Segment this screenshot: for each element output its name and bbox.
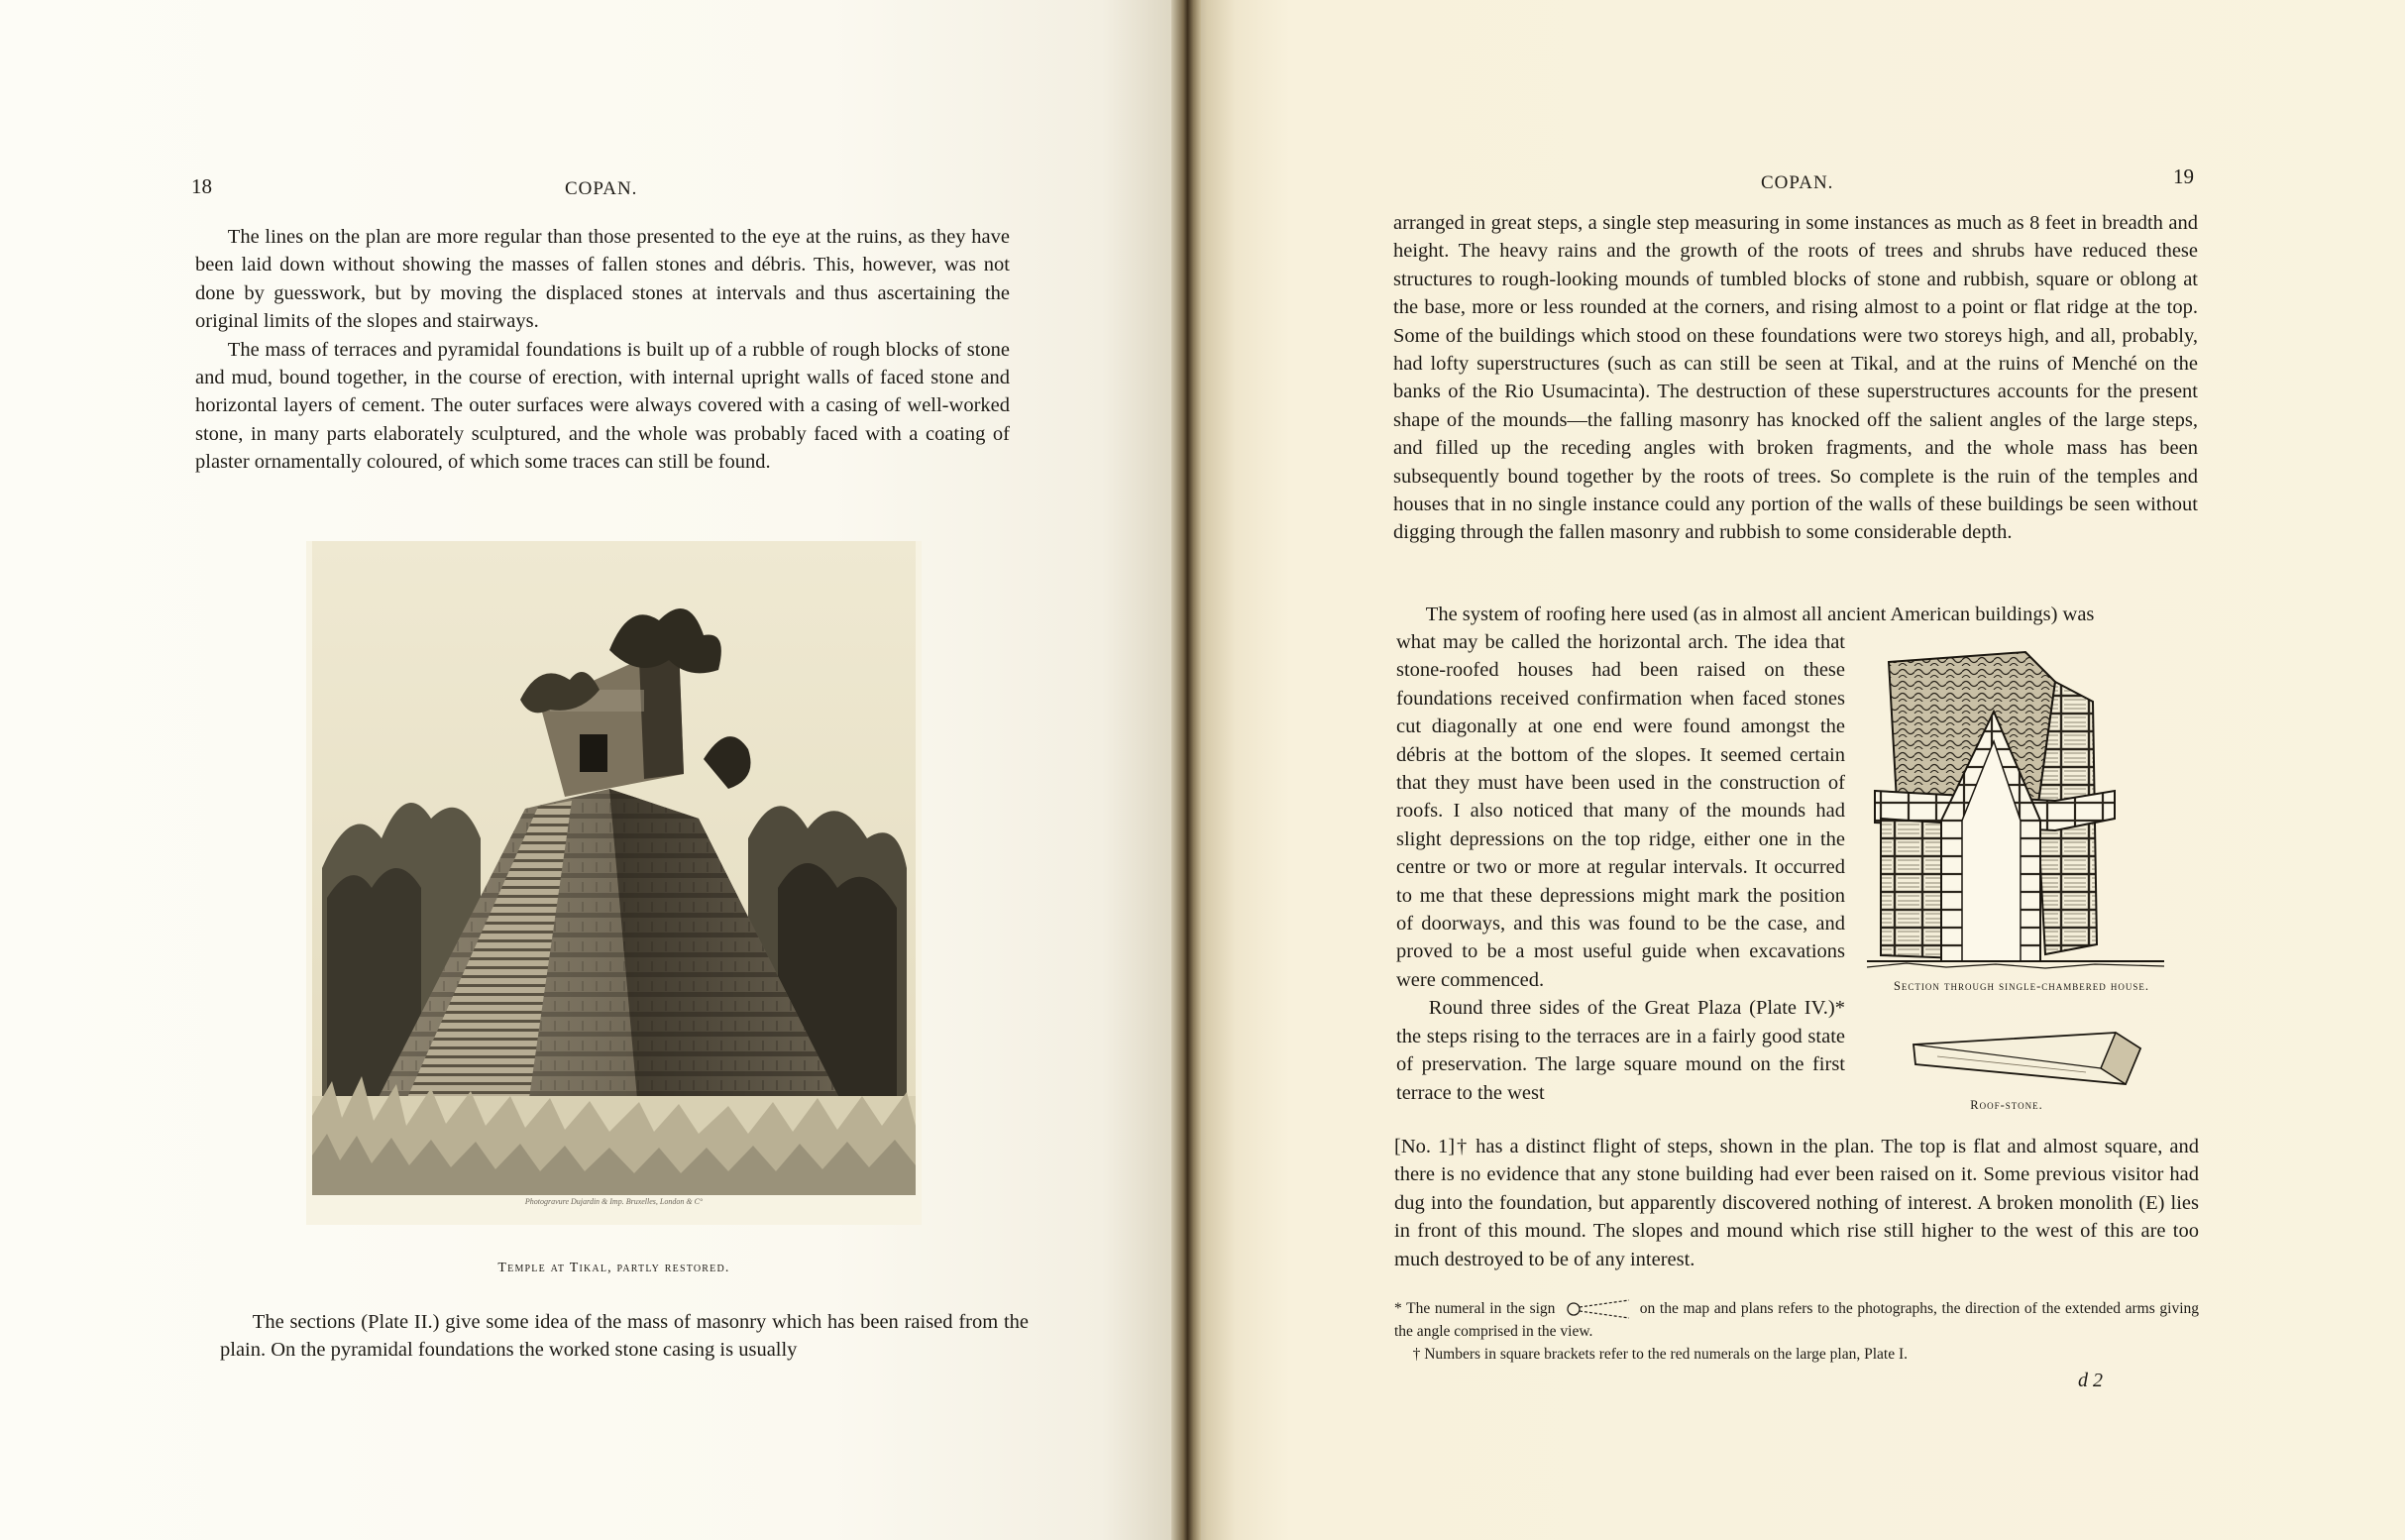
roof-stone-caption: Roof-stone. xyxy=(1970,1098,2043,1112)
house-caption: Section through single-chambered house. xyxy=(1893,979,2150,993)
footnote-2: † Numbers in square brackets refer to the red numerals on the large plan, Plate I. xyxy=(1412,1346,1909,1364)
left-page-number: 18 xyxy=(191,174,212,198)
left-paragraph-1: The lines on the plan are more regular than those presented to the eye at the ruins, as they have been laid down without showing the masses of fallen stones and débris. This, however, was not done by guesswork, but by moving the displaced stones at intervals and thus ascertaining the original limits of the slopes and stairways. xyxy=(195,226,1010,333)
roofing-intro-line: The system of roofing here used (as in almost all ancient American buildings) was xyxy=(1425,604,2095,625)
left-paragraph-3: The sections (Plate II.) give some idea of the mass of masonry which has been raised from the plain. On the pyramidal foundations the worked stone casing is usually xyxy=(220,1311,1029,1362)
footnote-1 xyxy=(1394,1297,2199,1343)
right-paragraph-1: arranged in great steps, a single step measuring in some instances as much as 8 feet in breadth and height. The heavy rains and the growth of the roots of trees and shrubs have reduced these structures to rough-looking mounds of tumbled blocks of stone and rubbish, square or oblong at the base, more or less rounded at the corners, and rising almost to a point or flat ridge at the top. Some of the buildings which stood on these foundations were two storeys high, and all, probably, had lofty superstructures (such as can still be seen at Tikal, and at the ruins of Menché on the banks of the Rio Usumacinta). The destruction of these superstructures accounts for the present shape of the mounds—the falling masonry has knocked off the salient angles of the large steps, and filled up the receding angles with broken fragments, and the whole mass has been subsequently bound together by the roots of trees. So complete is the ruin of the temples and houses that in no single instance could any portion of the walls of these buildings be seen without digging through the fallen masonry and rubbish to some considerable depth. xyxy=(1393,212,2198,544)
temple-pyramid-illustration xyxy=(312,541,916,1195)
plate-temple-at-tikal xyxy=(306,541,922,1225)
right-page-number: 19 xyxy=(2173,165,2194,188)
right-running-head: COPAN. xyxy=(1761,172,1834,193)
footnote-1-start: * The numeral in the sign xyxy=(1394,1300,1556,1317)
roof-stone-illustration xyxy=(1908,1019,2145,1093)
left-paragraph-2: The mass of terraces and pyramidal foundations is built up of a rubble of rough blocks of stone and mud, bound together, in the course of erection, with internal upright walls of faced stone and horizontal layers of cement. The outer surfaces were always covered with a casing of well-worked stone, in many parts elaborately sculptured, and the whole was probably faced with a coating of plaster ornamentally coloured, of which some traces can still be found. xyxy=(195,338,1010,474)
plaza-continuation: [No. 1]† has a distinct flight of steps, shown in the plan. The top is flat and almost square, and there is no evidence that any stone building had ever been raised on it. Some previous visitor had dug into the foundation, but apparently discovered nothing of interest. A broken monolith (E) lies in front of this mound. The slopes and mound which rise still higher to the west of this are too much destroyed to be of any interest. xyxy=(1394,1136,2199,1270)
photo-direction-sign-icon xyxy=(1564,1298,1631,1320)
footnote-1-end: on the map and plans refers to the photographs, the direction of the extended arms giving the angle comprised in the view. xyxy=(1394,1300,2200,1341)
plate-credit: Photogravure Dujardin & Imp. Bruxelles, London & C° xyxy=(524,1197,704,1206)
wrapped-text xyxy=(1396,628,1845,1107)
house-section-illustration xyxy=(1867,642,2164,969)
plaza-paragraph: Round three sides of the Great Plaza (Plate IV.)* the steps rising to the terraces are in a fairly good state of preservation. The large square mound on the first terrace to the west xyxy=(1396,997,1845,1104)
right-text-bottom xyxy=(1394,1133,2199,1273)
book-gutter xyxy=(1171,0,1201,1540)
roofing-intro xyxy=(1393,601,2198,628)
right-text-top xyxy=(1393,209,2198,547)
footnotes xyxy=(1394,1297,2199,1366)
roofing-paragraph: what may be called the horizontal arch. The idea that stone-roofed houses had been raised on these foundations received confirmation when faced stones cut diagonally at one end were found amongst the débris at the bottom of the slopes. It seemed certain that they must have been used in the construction of roofs. I also noticed that many of the mounds had slight depressions on the top ridge, either one in the centre or two or more at regular intervals. It occurred to me that these depressions might mark the position of doorways, and this was found to be the case, and proved to be a most useful guide when excavations were commenced. xyxy=(1396,631,1845,991)
signature-mark: d 2 xyxy=(2078,1370,2103,1391)
plate-caption: Temple at Tikal, partly restored. xyxy=(497,1261,730,1275)
left-text-bottom xyxy=(220,1308,1029,1365)
left-text-top xyxy=(195,223,1010,477)
left-running-head: COPAN. xyxy=(565,178,638,199)
